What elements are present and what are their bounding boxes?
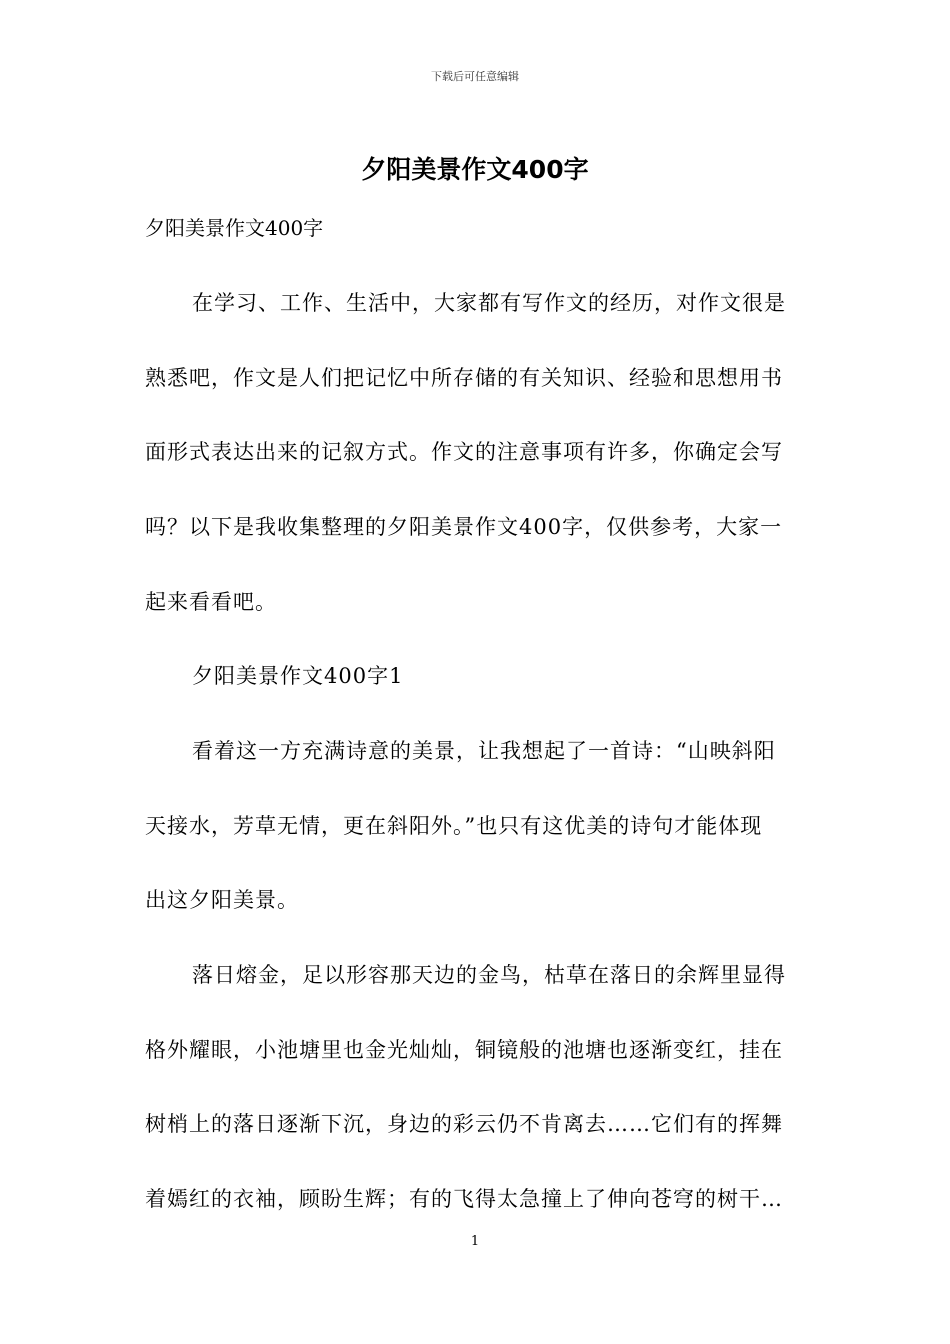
section-heading: 夕阳美景作文400字1 xyxy=(192,664,404,688)
page-number: 1 xyxy=(470,1234,480,1249)
paragraph-line: 面形式表达出来的记叙方式。作文的注意事项有许多，你确定会写 xyxy=(145,440,783,464)
paragraph-line: 熟悉吧，作文是人们把记忆中所存储的有关知识、经验和思想用书 xyxy=(145,366,783,390)
paragraph-line: 在学习、工作、生活中，大家都有写作文的经历，对作文很是 xyxy=(192,291,786,315)
paragraph-line: 树梢上的落日逐渐下沉，身边的彩云仍不肯离去……它们有的挥舞 xyxy=(145,1112,783,1136)
header-note: 下载后可任意编辑 xyxy=(431,70,519,83)
paragraph-line: 天接水，芳草无情，更在斜阳外。”也只有这优美的诗句才能体现 xyxy=(145,814,763,838)
paragraph-line: 落日熔金，足以形容那天边的金鸟，枯草在落日的余辉里显得 xyxy=(192,963,786,987)
paragraph-line: 吗？以下是我收集整理的夕阳美景作文400字，仅供参考，大家一 xyxy=(145,515,783,539)
paragraph-line: 着嫣红的衣袖，顾盼生辉；有的飞得太急撞上了伸向苍穹的树干… xyxy=(145,1187,783,1211)
paragraph-line: 看着这一方充满诗意的美景，让我想起了一首诗：“山映斜阳 xyxy=(192,739,776,763)
document-subtitle: 夕阳美景作文400字 xyxy=(145,216,324,240)
paragraph-line: 格外耀眼，小池塘里也金光灿灿，铜镜般的池塘也逐渐变红，挂在 xyxy=(145,1038,783,1062)
paragraph-line: 出这夕阳美景。 xyxy=(145,888,299,912)
paragraph-line: 起来看看吧。 xyxy=(145,590,277,614)
document-title: 夕阳美景作文400字 xyxy=(361,155,589,184)
